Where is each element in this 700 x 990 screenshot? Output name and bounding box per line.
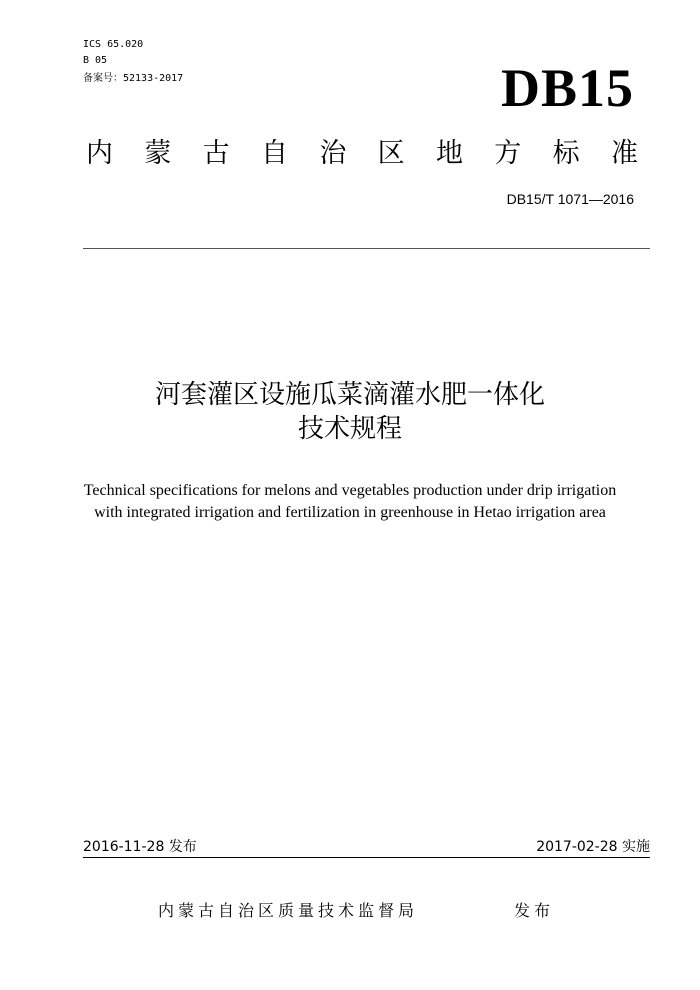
standard-number: DB15/T 1071—2016: [506, 191, 634, 207]
category-char: 治: [319, 138, 347, 169]
category-char: 古: [202, 138, 230, 169]
english-title-line-2: with integrated irrigation and fertilization in greenhouse in Hetao irrigation area: [94, 504, 606, 521]
category-char: 准: [610, 138, 638, 169]
category-char: 标: [552, 138, 580, 169]
footer-divider: [83, 857, 650, 858]
publish-label: 发布: [514, 901, 555, 920]
chinese-title: [0, 378, 700, 446]
standard-logo: DB15: [500, 58, 634, 118]
ccs-code: B 05: [83, 55, 108, 66]
standard-category-name: [86, 134, 638, 174]
category-char: 自: [260, 138, 288, 169]
implementation-date: 2017-02-28 实施: [536, 839, 650, 855]
chinese-title-line-2: 技术规程: [297, 414, 402, 444]
publisher-name: 内蒙古自治区质量技术监督局: [158, 901, 419, 920]
ics-code: ICS 65.020: [83, 39, 144, 50]
category-char: 蒙: [144, 138, 172, 169]
header-divider: [83, 248, 650, 249]
category-char: 内: [86, 138, 113, 169]
record-number: 备案号：52133-2017: [83, 73, 184, 84]
issue-date: 2016-11-28 发布: [83, 839, 197, 855]
english-title: [0, 480, 700, 524]
category-char: 方: [494, 138, 522, 169]
chinese-title-line-1: 河套灌区设施瓜菜滴灌水肥一体化: [154, 380, 545, 410]
category-char: 地: [435, 138, 463, 169]
english-title-line-1: Technical specifications for melons and vegetables production under drip irrigation: [83, 482, 617, 499]
category-char: 区: [377, 138, 405, 169]
